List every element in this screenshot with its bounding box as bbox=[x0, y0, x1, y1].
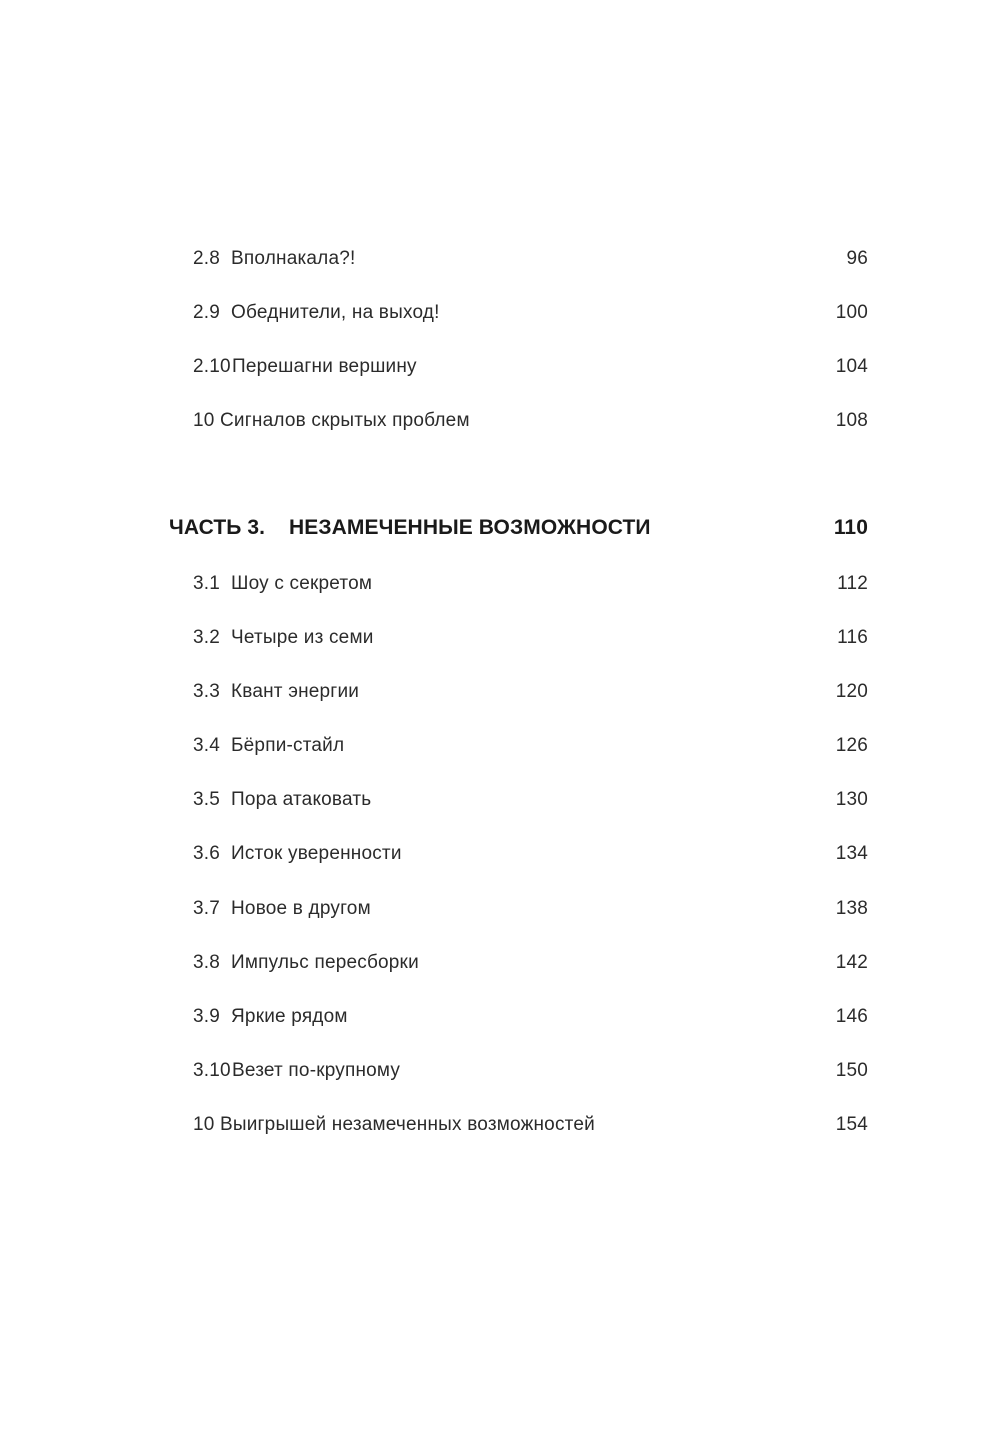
toc-entry-3-8[interactable] bbox=[193, 948, 868, 978]
toc-entry-wins[interactable] bbox=[193, 1110, 868, 1140]
part-page-number: 110 bbox=[833, 516, 868, 539]
entry-page-number: 96 bbox=[846, 248, 868, 269]
entry-page-number: 120 bbox=[835, 681, 868, 702]
entry-page-number: 112 bbox=[837, 573, 868, 594]
part-label: ЧАСТЬ 3. bbox=[169, 516, 266, 539]
entry-number: 3.8 bbox=[193, 952, 221, 973]
toc-entry-2-10[interactable] bbox=[193, 352, 868, 382]
entry-page-number: 142 bbox=[835, 952, 868, 973]
entry-title: Четыре из семи bbox=[231, 627, 374, 648]
entry-page-number: 134 bbox=[835, 843, 868, 864]
entry-page-number: 100 bbox=[835, 302, 868, 323]
toc-part-heading[interactable] bbox=[169, 511, 868, 545]
entry-number: 2.8 bbox=[193, 248, 221, 269]
entry-number: 3.9 bbox=[193, 1006, 221, 1027]
toc-entry-3-1[interactable] bbox=[193, 569, 868, 599]
toc-entry-3-10[interactable] bbox=[193, 1056, 868, 1086]
entry-title: Яркие рядом bbox=[231, 1006, 348, 1027]
toc-entry-3-9[interactable] bbox=[193, 1002, 868, 1032]
entry-title: Квант энергии bbox=[231, 681, 360, 702]
entry-number: 3.6 bbox=[193, 843, 221, 864]
entry-title: Пора атаковать bbox=[231, 789, 372, 810]
entry-number: 3.4 bbox=[193, 735, 221, 756]
entry-page-number: 138 bbox=[835, 898, 868, 919]
entry-title: 10 Сигналов скрытых проблем bbox=[193, 410, 470, 431]
toc-entry-3-5[interactable] bbox=[193, 785, 868, 815]
entry-number: 2.10 bbox=[193, 356, 231, 377]
toc-entry-2-8[interactable] bbox=[193, 244, 868, 274]
entry-title: Новое в другом bbox=[231, 898, 371, 919]
toc-entry-signals[interactable] bbox=[193, 406, 868, 436]
toc-entry-3-6[interactable] bbox=[193, 839, 868, 869]
entry-title: 10 Выигрышей незамеченных возможностей bbox=[193, 1114, 595, 1135]
part-title: НЕЗАМЕЧЕННЫЕ ВОЗМОЖНОСТИ bbox=[289, 516, 651, 539]
entry-title: Импульс пересборки bbox=[231, 952, 419, 973]
entry-number: 3.10 bbox=[193, 1060, 231, 1081]
toc-entry-3-3[interactable] bbox=[193, 677, 868, 707]
entry-title: Везет по-крупному bbox=[232, 1060, 401, 1081]
toc-entry-3-4[interactable] bbox=[193, 731, 868, 761]
entry-page-number: 116 bbox=[837, 627, 868, 648]
entry-page-number: 108 bbox=[835, 410, 868, 431]
toc-entry-2-9[interactable] bbox=[193, 298, 868, 328]
entry-title: Бёрпи-стайл bbox=[231, 735, 345, 756]
entry-page-number: 146 bbox=[835, 1006, 868, 1027]
entry-number: 2.9 bbox=[193, 302, 221, 323]
entry-title: Исток уверенности bbox=[231, 843, 402, 864]
entry-page-number: 104 bbox=[835, 356, 868, 377]
entry-page-number: 150 bbox=[835, 1060, 868, 1081]
entry-title: Перешагни вершину bbox=[232, 356, 417, 377]
entry-number: 3.5 bbox=[193, 789, 221, 810]
toc-entry-3-2[interactable] bbox=[193, 623, 868, 653]
entry-number: 3.7 bbox=[193, 898, 221, 919]
entry-number: 3.2 bbox=[193, 627, 221, 648]
toc-entry-3-7[interactable] bbox=[193, 894, 868, 924]
entry-page-number: 130 bbox=[835, 789, 868, 810]
entry-page-number: 126 bbox=[835, 735, 868, 756]
entry-number: 3.3 bbox=[193, 681, 221, 702]
entry-page-number: 154 bbox=[835, 1114, 868, 1135]
entry-title: Вполнакала?! bbox=[231, 248, 356, 269]
entry-title: Обеднители, на выход! bbox=[231, 302, 440, 323]
entry-number: 3.1 bbox=[193, 573, 221, 594]
entry-title: Шоу с секретом bbox=[231, 573, 373, 594]
